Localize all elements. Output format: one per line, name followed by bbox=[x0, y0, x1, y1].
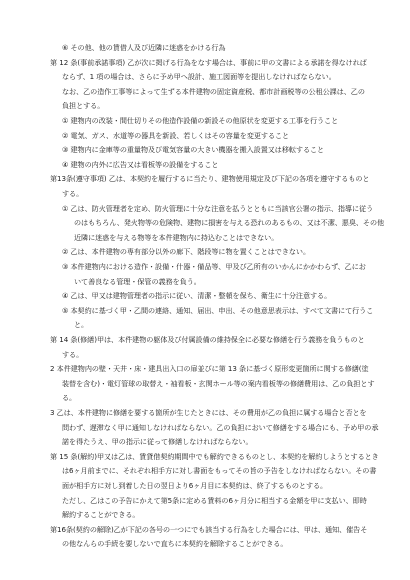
document-line: ② 電気、ガス、水道等の器具を新設、若しくはその容量を変更すること bbox=[62, 130, 290, 140]
document-line: 第 12 条(事前承諾事項) 乙が次に掲げる行為をなす場合は、事前に甲の文書による承諾を得なければ bbox=[50, 57, 367, 67]
document-line: のはもちろん、発火物等の危険物、建物に損害を与える恐れのあるもの、又は不潔、悪臭、その他 bbox=[74, 218, 385, 228]
document-line: 第 15 条(解約)甲又は乙は、賃貸借契約期間中でも解約できるものとし、本契約を解約しようとするとき bbox=[50, 451, 379, 461]
document-line: いて善良なる管理・保管の義務を負う。 bbox=[74, 276, 201, 286]
document-line: と。 bbox=[74, 320, 89, 330]
document-line: する。 bbox=[62, 189, 84, 198]
document-line: ④ 乙は、甲又は建物管理者の指示に従い、清潔・整頓を保ち、衛生に十分注意する。 bbox=[62, 291, 332, 301]
document-line: ② 乙は、本件建物の専有部分以外の廊下、階段等に物を置くことはできない。 bbox=[62, 247, 310, 257]
document-line: の他なんらの手続を要しないで直ちに本契約を解除することができる。 bbox=[62, 539, 288, 549]
document-line: なお、乙の造作工事等によって生ずる本件建物の固定資産税、都市計画税等の公租公課は、乙の bbox=[62, 86, 365, 96]
document-line: 第 14 条(修繕)甲は、本件建物の躯体及び付属設備の維持保全に必要な修繕を行う義務を負うものと bbox=[50, 335, 365, 344]
document-line: ③ 本件建物内における造作・設備・什器・備品等、甲及び乙所有のいかんにかかわらず、乙にお bbox=[62, 262, 366, 271]
document-line: 3 乙は、本件建物に修繕を要する箇所が生じたときには、その費用が乙の負担に属する場合と否とを bbox=[50, 408, 367, 417]
document-line: 解約することができる。 bbox=[62, 510, 140, 520]
document-line: は6ヶ月前までに、それぞれ相手方に対し書面をもってその旨の予告をしなければならない。その書 bbox=[62, 466, 377, 476]
document-line: 第16条(契約の解除)乙が下記の各号の一つにでも該当する行為をした場合には、甲は、通知、催告そ bbox=[50, 524, 368, 534]
document-line: ただし、乙はこの予告にかえて第5条に定める賃料の6ヶ月分に相当する金額を甲に支払い、即時 bbox=[62, 495, 367, 505]
document-line: 面が相手方に対し到着した日の翌日より6ヶ月目に本契約は、終了するものとする。 bbox=[62, 481, 328, 490]
document-line: 2 本件建物内の壁・天井・床・建具出入口の扉並びに第 13 条に基づく原形変更箇所に関する修繕(塗 bbox=[50, 364, 369, 374]
document-line: る。 bbox=[62, 393, 77, 403]
document-line: ⑥ その他、他の賃借人及び近隣に迷惑をかける行為 bbox=[62, 43, 226, 52]
document-line: する。 bbox=[62, 349, 84, 359]
document-line: ① 乙は、防火管理者を定め、防火管理に十分な注意を払うとともに当該官公署の指示、指導に従う bbox=[62, 203, 374, 213]
document-line: ① 建物内の改装・間仕切りその他造作設備の新設その他原状を変更する工事を行うこと bbox=[62, 116, 339, 125]
document-line: 問わず、遅滞なく甲に通知しなければならない。乙の負担において修繕をする場合にも、予め甲の承 bbox=[62, 422, 379, 432]
document-line: ⑤ 本契約に基づく甲・乙間の連絡、通知、届出、申出、その他意思表示は、すべて文書にて行うこ bbox=[62, 305, 374, 315]
document-line: 第13条(遵守事項) 乙は、本契約を履行するに当たり、建物使用規定及び下記の各項を遵守するものと bbox=[50, 174, 370, 184]
document-line: ④ 建物の内外に広告又は看板等の設備をすること bbox=[62, 159, 219, 169]
document-line: ならず、1 項の場合は、さらに予め甲へ設計、施工図面等を提出しなければならない。 bbox=[62, 72, 336, 82]
document-line: 近隣に迷惑を与える物等を本件建物内に持込むことはできない。 bbox=[74, 232, 279, 242]
document-line: 諾を得たうえ、甲の指示に従って修繕しなければならない。 bbox=[62, 437, 253, 447]
document-line: 装替を含む)・電灯管球の取替え・袖看板・玄関ホール等の案内看板等の修繕費用は、乙の負担とす bbox=[62, 378, 375, 388]
document-line: 負担とする。 bbox=[62, 101, 105, 111]
document-line: ③ 建物内に金庫等の重量物及び電気容量の大きい機器を搬入設置又は移転すること bbox=[62, 145, 325, 155]
